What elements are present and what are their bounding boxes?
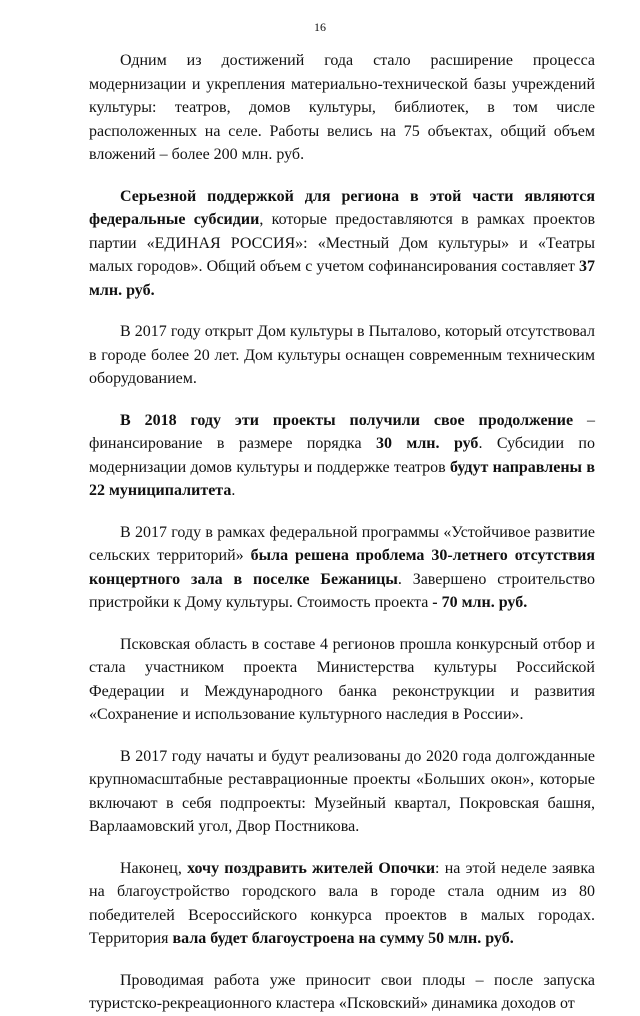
text-segment: В 2017 году открыт Дом культуры в Пыталово, который отсутствовал в городе более 20 лет. Дом культуры оснащен современным техническим оборудованием.	[89, 323, 595, 387]
text-segment: . Завершено строительство пристройки к Дому культуры. Стоимость проекта	[89, 570, 595, 611]
text-segment: .	[231, 482, 236, 499]
text-segment: Псковская область в составе 4 регионов прошла конкурсный отбор и стала участником проекта Министерства культуры Российской Федерации и Международного банка реконструкции и развития «Сохранение и использование культурного наследия в России».	[89, 635, 595, 723]
page-number: 16	[314, 20, 326, 34]
document-body	[89, 49, 595, 1016]
paragraph	[89, 633, 595, 727]
text-segment: Наконец,	[120, 859, 188, 877]
bold-text-segment: - 70 млн. руб.	[432, 594, 528, 611]
paragraph	[89, 969, 595, 1016]
text-segment: В 2017 году начаты и будут реализованы до 2020 года долгожданные крупномасштабные реставрационные проекты «Больших окон», которые включают в себя подпроекты: Музейный квартал, Покровская башня, Варлаамовский угол, Двор Постникова.	[89, 747, 595, 835]
bold-text-segment: В 2018 году эти проекты получили свое продолжение	[120, 411, 574, 429]
bold-text-segment: была решена проблема 30-летнего отсутствия концертного зала в поселке Бежаницы	[89, 547, 595, 588]
bold-text-segment: Серьезной поддержкой для региона в этой части являются федеральные субсидии	[89, 187, 595, 228]
text-segment: Одним из достижений года стало расширение процесса модернизации и укрепления материально-технической базы учреждений культуры: театров, домов культуры, библиотек, в том числе расположенных на селе. Работы велись на 75 объектах, общий объем вложений – более 200 млн. руб.	[89, 52, 595, 163]
paragraph	[89, 185, 595, 303]
bold-text-segment: хочу поздравить жителей Опочки	[187, 859, 436, 877]
text-segment: В 2017 году в рамках федеральной программы «Устойчивое развитие сельских территорий»	[89, 523, 595, 564]
paragraph	[89, 745, 595, 839]
paragraph	[89, 320, 595, 391]
text-segment: : на этой неделе заявка на благоустройство городского вала в городе стала одним из 80 победителей Всероссийского конкурса проектов в малых городах. Территория	[89, 859, 595, 947]
paragraph	[89, 857, 595, 951]
paragraph	[89, 409, 595, 503]
paragraph	[89, 49, 595, 167]
bold-text-segment: 30 млн. руб	[376, 435, 479, 452]
bold-text-segment: будут направлены в 22 муниципалитета	[89, 458, 596, 499]
bold-text-segment: вала будет благоустроена на сумму 50 млн. руб.	[172, 930, 514, 947]
text-segment: , которые предоставляются в рамках проектов партии «ЕДИНАЯ РОССИЯ»: «Местный Дом культуры» и «Театры малых городов». Общий объем с учетом софинансирования составляет	[89, 211, 595, 275]
text-segment: Проводимая работа уже приносит свои плоды – после запуска туристско-рекреационного кластера «Псковский» динамика доходов от	[89, 971, 595, 1012]
text-segment: . Субсидии по модернизации домов культуры и поддержке театров	[89, 435, 595, 476]
bold-text-segment: 37 млн. руб.	[89, 258, 595, 299]
text-segment: – финансирование в размере порядка	[89, 411, 596, 452]
paragraph	[89, 521, 595, 615]
